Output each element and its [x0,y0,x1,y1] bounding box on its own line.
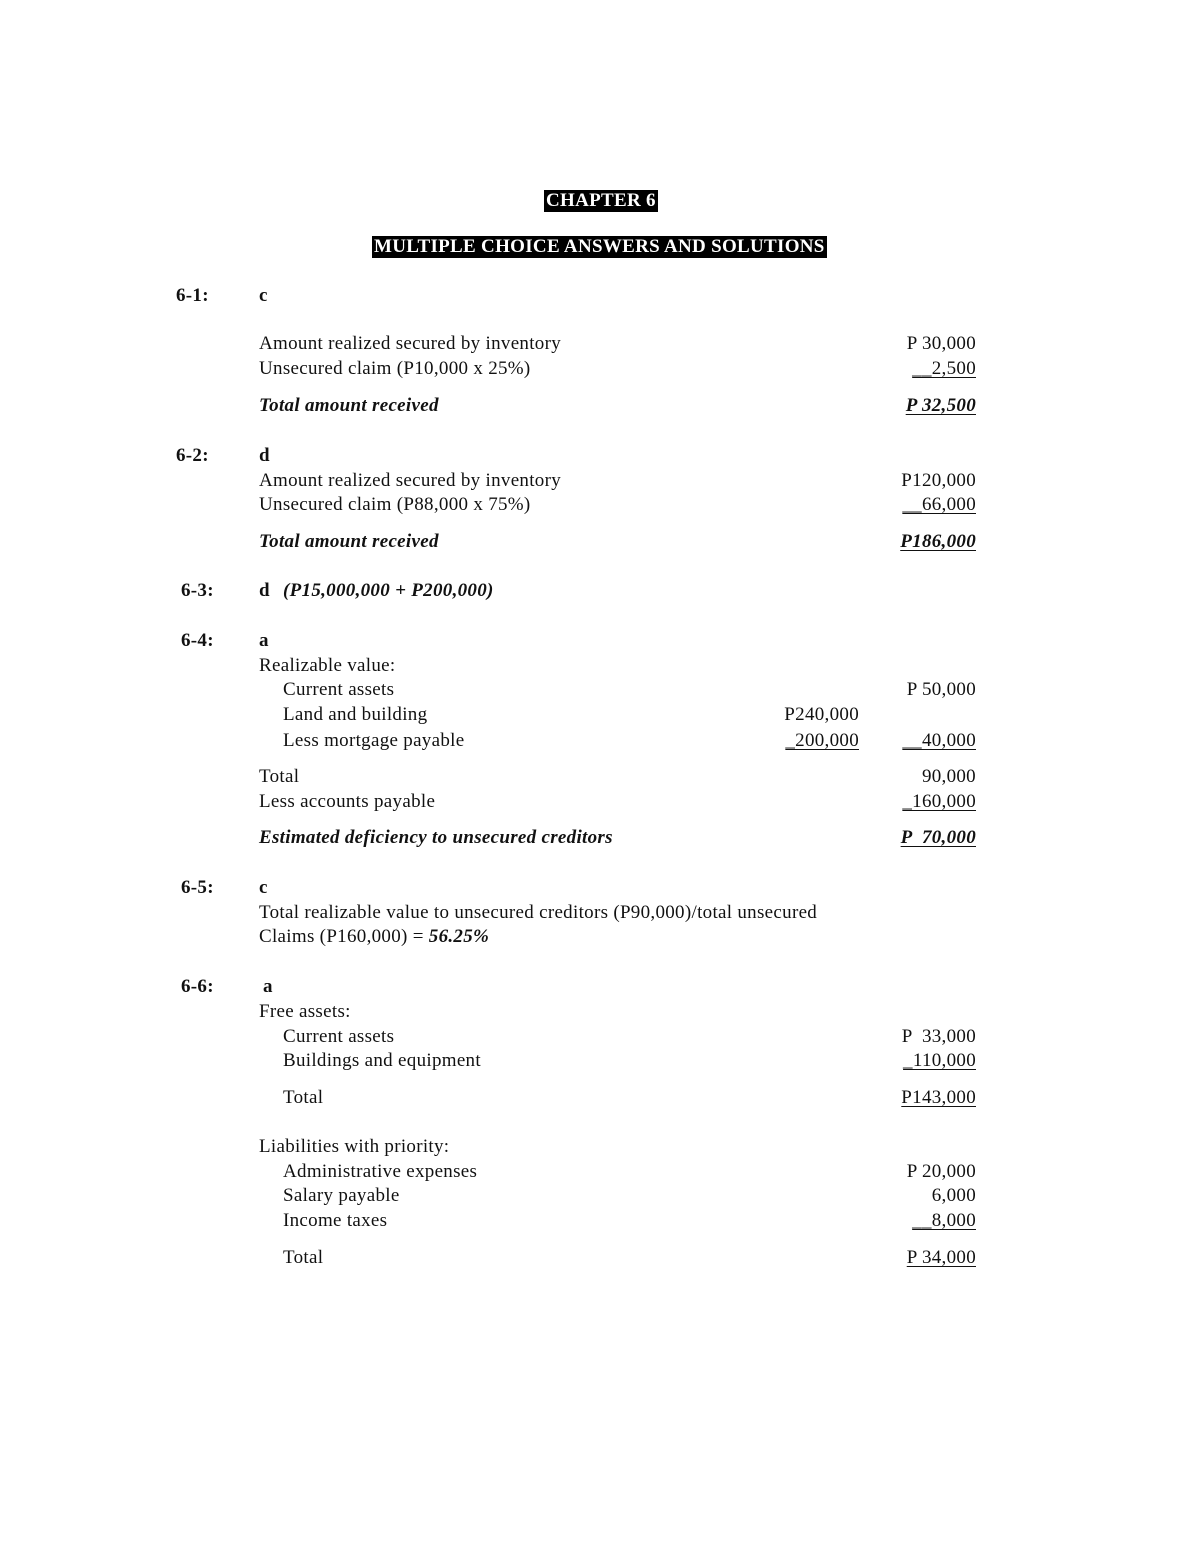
answer-letter: d [259,580,270,601]
answer-letter: a [263,976,273,997]
question-number: 6-1: [176,285,209,306]
line-value: P 30,000 [906,333,976,354]
question-number: 6-2: [176,445,209,466]
line-value: P 34,000 [906,1247,976,1268]
line-value: _110,000 [903,1050,976,1071]
chapter-heading: CHAPTER 6 [546,190,656,211]
answer-letter: d [259,445,270,466]
line-value: P120,000 [901,470,976,491]
line-value: P 33,000 [901,1026,976,1047]
explanation-line [259,926,489,948]
line-value: _160,000 [902,791,976,812]
section-label: Liabilities with priority: [259,1136,450,1157]
line-label: Salary payable [283,1185,400,1206]
line-value: P143,000 [901,1087,976,1108]
line-value: __8,000 [912,1210,976,1231]
line-label: Amount realized secured by inventory [259,470,562,491]
line-value: P 20,000 [906,1161,976,1182]
line-label: Current assets [283,1026,395,1047]
total-value: P 70,000 [900,827,976,848]
line-value: __2,500 [912,358,976,379]
line-label: Income taxes [283,1210,388,1231]
total-label: Total amount received [259,395,439,416]
line-label: Total [283,1087,324,1108]
section-label: Free assets: [259,1001,351,1022]
page-subtitle: MULTIPLE CHOICE ANSWERS AND SOLUTIONS [374,236,825,257]
question-number: 6-5: [181,877,214,898]
section-label: Realizable value: [259,655,396,676]
line-value: 90,000 [921,766,976,787]
total-value: P186,000 [900,531,976,552]
line-label: Amount realized secured by inventory [259,333,562,354]
line-label: Less accounts payable [259,791,436,812]
answer-formula: (P15,000,000 + P200,000) [283,580,494,601]
line-label: Unsecured claim (P88,000 x 75%) [259,494,531,515]
question-number: 6-6: [181,976,214,997]
result-value: 56.25% [428,926,490,947]
line-label: Land and building [283,704,428,725]
line-value: _200,000 [785,730,859,751]
answer-letter: c [259,285,268,306]
total-label: Total amount received [259,531,439,552]
line-label: Total [259,766,300,787]
total-value: P 32,500 [905,395,976,416]
line-value: P 50,000 [906,679,976,700]
question-number: 6-3: [181,580,214,601]
line-label: Unsecured claim (P10,000 x 25%) [259,358,531,379]
line-label: Current assets [283,679,395,700]
explanation-text: Claims (P160,000) = [259,926,429,947]
question-number: 6-4: [181,630,214,651]
line-value: P240,000 [784,704,859,725]
answer-letter: a [259,630,269,651]
line-label: Less mortgage payable [283,730,465,751]
line-value: 6,000 [931,1185,976,1206]
line-value: __40,000 [902,730,976,751]
line-value: __66,000 [902,494,976,515]
explanation-line: Total realizable value to unsecured creditors (P90,000)/total unsecured [259,902,818,923]
line-label: Total [283,1247,324,1268]
line-label: Administrative expenses [283,1161,478,1182]
line-label: Buildings and equipment [283,1050,481,1071]
answer-letter: c [259,877,268,898]
total-label: Estimated deficiency to unsecured creditors [259,827,613,848]
